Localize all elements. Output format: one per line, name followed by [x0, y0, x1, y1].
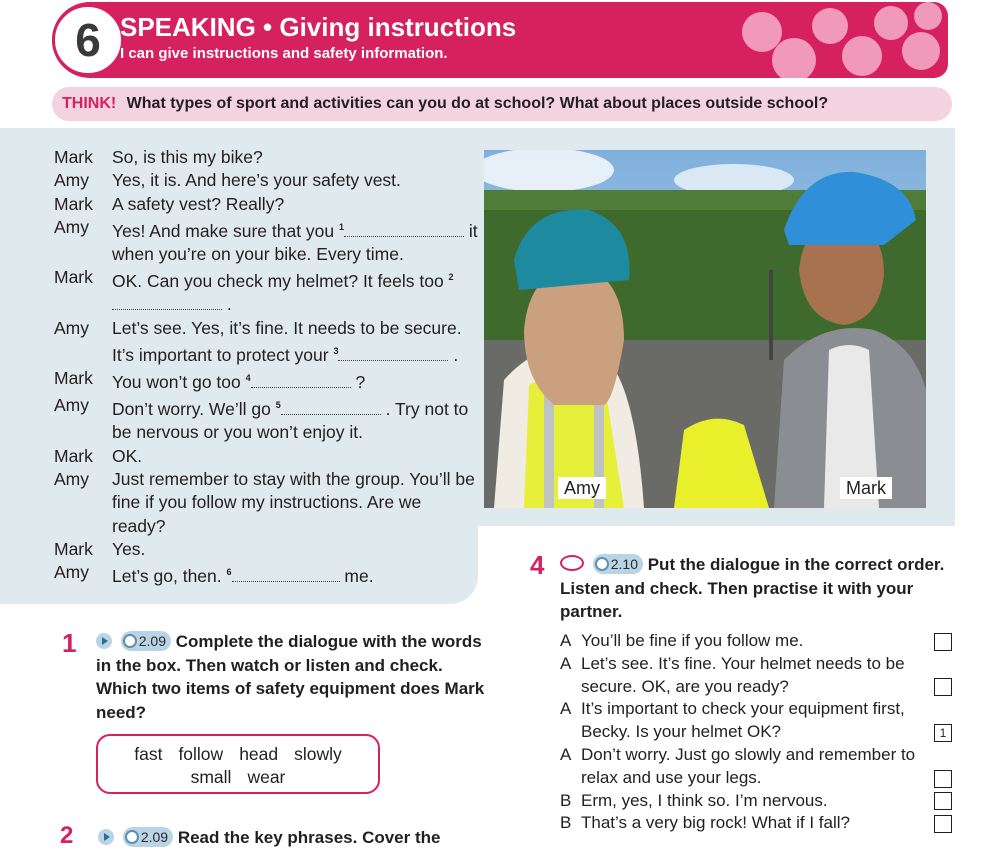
speech-text: You won’t go too $^4$ ? [112, 371, 366, 392]
speaker-name: Amy [54, 170, 89, 191]
order-checkbox[interactable] [934, 792, 952, 810]
speaker-name: Amy [54, 317, 89, 338]
ordering-item [560, 698, 960, 744]
gap-number: 6 [226, 567, 232, 578]
speaker-letter: A [560, 744, 572, 764]
photo-label-mark: Mark [840, 477, 892, 499]
exercise-4-text: Put the dialogue in the correct order. Listen and check. Then practise it with your partner. [560, 555, 945, 621]
order-checkbox[interactable] [934, 633, 952, 651]
speaking-bubble-icon [560, 555, 584, 571]
photo-illustration [484, 150, 926, 508]
speech-text: OK. Can you check my helmet? It feels too $^2$ . [112, 271, 454, 315]
ordering-item-text: Let’s see. It’s fine. Your helmet needs to be secure. OK, are you ready? [581, 653, 905, 696]
audio-track-number: 2.09 [138, 633, 166, 649]
ordering-item-text: It’s important to check your equipment first, Becky. Is your helmet OK? [581, 699, 905, 742]
ordering-item [560, 812, 960, 835]
decor-dot [812, 8, 848, 44]
think-question: What types of sport and activities can you do at school? What about places outside school? [126, 95, 829, 112]
speech-text: Yes! And make sure that you $^1$ it when you’re on your bike. Every time. [112, 220, 478, 265]
dialogue-line [54, 468, 479, 538]
ordering-item [560, 790, 960, 813]
speaker-name: Mark [54, 445, 93, 466]
speech-text: Let’s go, then. $^6$ me. [112, 566, 374, 587]
dialogue-line [54, 538, 479, 561]
speech-text: A safety vest? Really? [112, 193, 285, 214]
speaker-name: Mark [54, 538, 93, 559]
gap-blank[interactable] [344, 220, 464, 237]
video-still-photo [484, 150, 926, 508]
gap-number: 2 [448, 272, 454, 283]
ordering-item [560, 653, 960, 699]
exercise-1-text: Complete the dialogue with the words in the box. Then watch or listen and check. Which two items of safety equipment does Mark need? [96, 632, 485, 722]
photo-label-amy: Amy [558, 477, 606, 499]
word-box [96, 734, 380, 794]
speaker-name: Mark [54, 147, 93, 167]
word-box-word: wear [247, 767, 286, 787]
video-play-icon[interactable] [96, 633, 112, 649]
decor-dot [874, 6, 908, 40]
speaker-letter: A [560, 699, 572, 719]
word-box-word: small [190, 767, 232, 787]
speaker-letter: B [560, 790, 572, 810]
exercise-2-text: Read the key phrases. Cover the [177, 828, 441, 847]
dialogue-line [54, 367, 479, 394]
speech-text: Yes, it is. And here’s your safety vest. [112, 170, 401, 191]
gap-number: 3 [333, 346, 339, 357]
word-box-word: follow [178, 744, 224, 764]
speaker-name: Amy [54, 469, 89, 489]
speaker-name: Mark [54, 368, 93, 389]
exercise-2-number: 2 [60, 822, 74, 849]
speaker-name: Mark [54, 193, 93, 214]
speech-text: Let’s see. Yes, it’s fine. It needs to be secure. It’s important to protect your $^3$ . [112, 317, 462, 365]
order-checkbox[interactable] [934, 770, 952, 788]
speech-text: OK. [112, 445, 143, 466]
order-checkbox[interactable]: 1 [934, 724, 952, 742]
gap-blank[interactable] [281, 398, 381, 415]
audio-track-badge[interactable] [123, 827, 173, 847]
word-box-word: fast [134, 744, 163, 764]
video-play-icon[interactable] [98, 829, 114, 845]
dialogue-line [54, 146, 479, 169]
decor-dot [842, 36, 882, 76]
unit-number-badge [52, 4, 124, 76]
exercise-4-number: 4 [530, 550, 545, 580]
speaker-name: Amy [54, 395, 89, 416]
dialogue-line [54, 445, 479, 468]
speaker-name: Amy [54, 216, 89, 237]
audio-track-number: 2.10 [610, 556, 638, 572]
ordering-item-text: Erm, yes, I think so. I’m nervous. [581, 790, 828, 810]
audio-track-number: 2.09 [140, 829, 169, 845]
ordering-item [560, 630, 960, 653]
order-checkbox[interactable] [934, 678, 952, 696]
word-box-row-1 [98, 743, 378, 766]
think-label: THINK! [62, 95, 117, 112]
unit-number: 6 [75, 14, 101, 66]
speech-text: Just remember to stay with the group. You’ll be fine if you follow my instructions. Are we ready? [112, 469, 475, 536]
page-title: SPEAKING • Giving instructions [120, 12, 517, 42]
audio-track-badge[interactable] [121, 631, 171, 651]
speech-text: Yes. [112, 538, 146, 559]
exercise-1-instruction [96, 630, 486, 724]
gap-number: 5 [275, 400, 281, 411]
gap-number: 4 [245, 373, 251, 384]
speech-text: So, is this my bike? [112, 147, 263, 167]
ordering-item [560, 744, 960, 790]
exercise-2-cut [60, 822, 440, 850]
ordering-item-text: That’s a very big rock! What if I fall? [581, 813, 850, 833]
audio-disc-icon [595, 557, 609, 571]
order-checkbox[interactable] [934, 815, 952, 833]
ordering-list [560, 630, 960, 835]
speaker-letter: A [560, 631, 572, 650]
think-bar [52, 87, 952, 121]
exercise-1-number: 1 [62, 628, 77, 658]
audio-disc-icon [125, 830, 139, 844]
audio-disc-icon [123, 634, 137, 648]
page-subtitle: I can give instructions and safety information. [120, 45, 448, 62]
word-box-word: slowly [294, 744, 342, 764]
gap-blank[interactable] [232, 565, 340, 582]
speaker-name: Amy [54, 562, 89, 583]
gap-blank[interactable] [112, 293, 222, 310]
dialogue-text [54, 146, 479, 588]
gap-blank[interactable] [251, 371, 351, 388]
decor-dot [902, 32, 940, 70]
gap-number: 1 [339, 221, 345, 232]
dialogue-line [54, 216, 479, 266]
dialogue-line [54, 317, 479, 367]
ordering-item-text: Don’t worry. Just go slowly and remember to relax and use your legs. [581, 744, 916, 787]
speech-text: Don’t worry. We’ll go $^5$ . Try not to be nervous or you won’t enjoy it. [112, 399, 469, 443]
dialogue-line [54, 193, 479, 216]
dialogue-line [54, 266, 479, 316]
speaker-letter: B [560, 813, 572, 833]
word-box-word: head [239, 744, 279, 764]
dialogue-line [54, 394, 479, 444]
decor-dot [914, 2, 942, 30]
audio-track-badge[interactable] [593, 554, 643, 574]
decor-dot [772, 38, 816, 78]
dialogue-line [54, 561, 479, 588]
exercise-4-instruction [560, 553, 950, 624]
speaker-name: Mark [54, 267, 93, 288]
ordering-item-text: You’ll be fine if you follow me. [581, 631, 804, 650]
word-box-row-2 [98, 766, 378, 789]
dialogue-line [54, 169, 479, 192]
gap-blank[interactable] [338, 344, 448, 361]
speaker-letter: A [560, 653, 572, 673]
